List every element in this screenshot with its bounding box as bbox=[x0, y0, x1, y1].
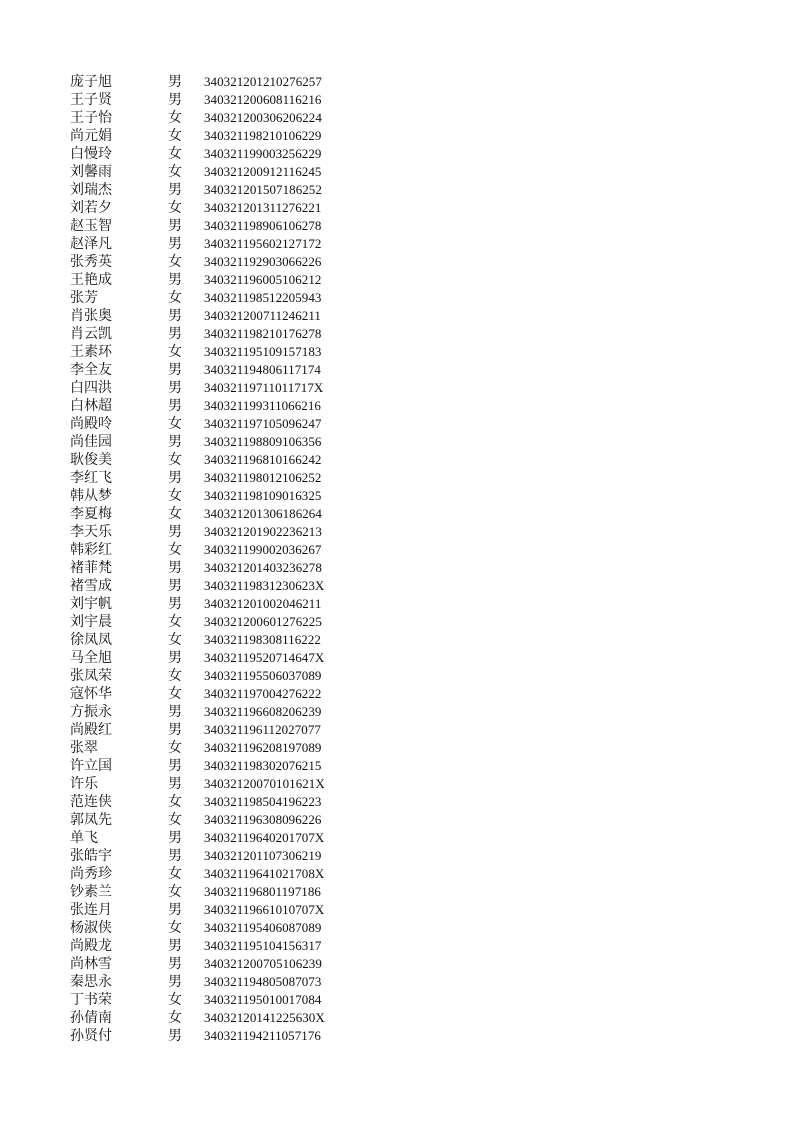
table-row bbox=[70, 271, 350, 289]
table-row bbox=[70, 289, 350, 307]
gender-cell: 女 bbox=[168, 146, 182, 162]
name-cell: 耿俊美 bbox=[70, 452, 112, 468]
table-row bbox=[70, 847, 350, 865]
gender-cell: 女 bbox=[168, 686, 182, 702]
id-number-cell: 340321196801197186 bbox=[204, 884, 321, 899]
gender-cell: 男 bbox=[168, 758, 182, 774]
id-number-cell: 340321199311066216 bbox=[204, 398, 321, 413]
table-row bbox=[70, 181, 350, 199]
name-cell: 张芳 bbox=[70, 290, 98, 306]
table-row bbox=[70, 577, 350, 595]
id-number-cell: 340321201403236278 bbox=[204, 560, 322, 575]
gender-cell: 男 bbox=[168, 650, 182, 666]
table-row bbox=[70, 613, 350, 631]
table-row bbox=[70, 955, 350, 973]
name-cell: 丁书荣 bbox=[70, 992, 112, 1008]
id-number-cell: 340321198012106252 bbox=[204, 470, 322, 485]
table-row bbox=[70, 235, 350, 253]
name-cell: 张连月 bbox=[70, 902, 112, 918]
name-cell: 孙贤付 bbox=[70, 1028, 112, 1044]
gender-cell: 女 bbox=[168, 290, 182, 306]
gender-cell: 女 bbox=[168, 506, 182, 522]
table-row bbox=[70, 109, 350, 127]
gender-cell: 男 bbox=[168, 218, 182, 234]
gender-cell: 男 bbox=[168, 902, 182, 918]
gender-cell: 男 bbox=[168, 596, 182, 612]
name-cell: 肖云凯 bbox=[70, 326, 112, 342]
table-row bbox=[70, 379, 350, 397]
table-row bbox=[70, 919, 350, 937]
table-row bbox=[70, 793, 350, 811]
id-number-cell: 340321198302076215 bbox=[204, 758, 322, 773]
name-cell: 寇怀华 bbox=[70, 686, 112, 702]
gender-cell: 男 bbox=[168, 830, 182, 846]
gender-cell: 男 bbox=[168, 272, 182, 288]
gender-cell: 男 bbox=[168, 326, 182, 342]
id-number-cell: 340321195010017084 bbox=[204, 992, 322, 1007]
id-number-cell: 340321201306186264 bbox=[204, 506, 322, 521]
gender-cell: 女 bbox=[168, 668, 182, 684]
name-cell: 方振永 bbox=[70, 704, 112, 720]
name-cell: 王艳成 bbox=[70, 272, 112, 288]
table-row bbox=[70, 343, 350, 361]
table-row bbox=[70, 631, 350, 649]
name-cell: 白林超 bbox=[70, 398, 112, 414]
gender-cell: 男 bbox=[168, 974, 182, 990]
name-cell: 王子怡 bbox=[70, 110, 112, 126]
table-row bbox=[70, 325, 350, 343]
table-row bbox=[70, 775, 350, 793]
id-number-cell: 340321195506037089 bbox=[204, 668, 322, 683]
gender-cell: 男 bbox=[168, 776, 182, 792]
id-number-cell: 340321198308116222 bbox=[204, 632, 321, 647]
gender-cell: 女 bbox=[168, 794, 182, 810]
table-row bbox=[70, 145, 350, 163]
table-row bbox=[70, 469, 350, 487]
id-number-cell: 34032119661010707X bbox=[204, 902, 325, 917]
id-number-cell: 340321196308096226 bbox=[204, 812, 322, 827]
id-number-cell: 340321199003256229 bbox=[204, 146, 322, 161]
gender-cell: 男 bbox=[168, 524, 182, 540]
name-cell: 褚雪成 bbox=[70, 578, 112, 594]
table-row bbox=[70, 901, 350, 919]
table-row bbox=[70, 505, 350, 523]
name-cell: 张翠 bbox=[70, 740, 98, 756]
id-number-cell: 340321198210106229 bbox=[204, 128, 322, 143]
name-cell: 秦思永 bbox=[70, 974, 112, 990]
name-cell: 郭凤先 bbox=[70, 812, 112, 828]
gender-cell: 男 bbox=[168, 1028, 182, 1044]
id-number-cell: 340321201002046211 bbox=[204, 596, 322, 611]
id-number-cell: 340321198504196223 bbox=[204, 794, 322, 809]
gender-cell: 女 bbox=[168, 254, 182, 270]
table-row bbox=[70, 415, 350, 433]
name-cell: 褚菲梵 bbox=[70, 560, 112, 576]
id-number-cell: 340321195602127172 bbox=[204, 236, 322, 251]
id-number-cell: 340321194806117174 bbox=[204, 362, 321, 377]
id-number-cell: 34032119520714647X bbox=[204, 650, 325, 665]
gender-cell: 女 bbox=[168, 416, 182, 432]
name-cell: 刘馨雨 bbox=[70, 164, 112, 180]
id-number-cell: 340321200601276225 bbox=[204, 614, 322, 629]
name-cell: 张秀英 bbox=[70, 254, 112, 270]
id-number-cell: 340321200711246211 bbox=[204, 308, 321, 323]
name-cell: 张凤荣 bbox=[70, 668, 112, 684]
table-row bbox=[70, 487, 350, 505]
table-row bbox=[70, 253, 350, 271]
table-row bbox=[70, 523, 350, 541]
gender-cell: 男 bbox=[168, 956, 182, 972]
id-number-cell: 340321198109016325 bbox=[204, 488, 322, 503]
gender-cell: 女 bbox=[168, 1010, 182, 1026]
gender-cell: 男 bbox=[168, 938, 182, 954]
name-cell: 王素环 bbox=[70, 344, 112, 360]
gender-cell: 男 bbox=[168, 704, 182, 720]
name-cell: 李红飞 bbox=[70, 470, 112, 486]
table-row bbox=[70, 127, 350, 145]
name-cell: 孙倩南 bbox=[70, 1010, 112, 1026]
id-number-cell: 34032119711011717X bbox=[204, 380, 324, 395]
id-number-cell: 340321198809106356 bbox=[204, 434, 322, 449]
table-row bbox=[70, 703, 350, 721]
gender-cell: 女 bbox=[168, 920, 182, 936]
name-cell: 钞素兰 bbox=[70, 884, 112, 900]
gender-cell: 女 bbox=[168, 740, 182, 756]
id-number-cell: 340321199002036267 bbox=[204, 542, 322, 557]
gender-cell: 男 bbox=[168, 398, 182, 414]
id-number-cell: 340321201311276221 bbox=[204, 200, 322, 215]
id-number-cell: 34032119831230623X bbox=[204, 578, 325, 593]
gender-cell: 女 bbox=[168, 866, 182, 882]
gender-cell: 女 bbox=[168, 164, 182, 180]
name-cell: 王子贤 bbox=[70, 92, 112, 108]
id-number-cell: 34032120070101621X bbox=[204, 776, 325, 791]
id-number-cell: 340321200705106239 bbox=[204, 956, 322, 971]
id-number-cell: 34032120141225630X bbox=[204, 1010, 325, 1025]
gender-cell: 女 bbox=[168, 344, 182, 360]
name-cell: 白四洪 bbox=[70, 380, 112, 396]
gender-cell: 男 bbox=[168, 434, 182, 450]
gender-cell: 男 bbox=[168, 470, 182, 486]
table-row bbox=[70, 883, 350, 901]
id-number-cell: 340321197004276222 bbox=[204, 686, 322, 701]
gender-cell: 女 bbox=[168, 488, 182, 504]
gender-cell: 女 bbox=[168, 992, 182, 1008]
gender-cell: 男 bbox=[168, 236, 182, 252]
name-cell: 单飞 bbox=[70, 830, 98, 846]
name-cell: 张皓宇 bbox=[70, 848, 112, 864]
table-row bbox=[70, 757, 350, 775]
gender-cell: 男 bbox=[168, 560, 182, 576]
id-number-cell: 340321194805087073 bbox=[204, 974, 322, 989]
gender-cell: 女 bbox=[168, 632, 182, 648]
gender-cell: 女 bbox=[168, 200, 182, 216]
id-number-cell: 340321195109157183 bbox=[204, 344, 322, 359]
table-row bbox=[70, 667, 350, 685]
table-row bbox=[70, 811, 350, 829]
id-number-cell: 34032119640201707X bbox=[204, 830, 325, 845]
name-cell: 刘宇晨 bbox=[70, 614, 112, 630]
table-row bbox=[70, 973, 350, 991]
table-row bbox=[70, 199, 350, 217]
name-cell: 马全旭 bbox=[70, 650, 112, 666]
gender-cell: 女 bbox=[168, 542, 182, 558]
table-row bbox=[70, 433, 350, 451]
name-cell: 李夏梅 bbox=[70, 506, 112, 522]
gender-cell: 女 bbox=[168, 110, 182, 126]
id-number-cell: 340321201507186252 bbox=[204, 182, 322, 197]
table-row bbox=[70, 649, 350, 667]
table-row bbox=[70, 73, 350, 91]
gender-cell: 女 bbox=[168, 884, 182, 900]
gender-cell: 男 bbox=[168, 380, 182, 396]
gender-cell: 男 bbox=[168, 362, 182, 378]
name-cell: 韩从梦 bbox=[70, 488, 112, 504]
name-cell: 赵玉智 bbox=[70, 218, 112, 234]
name-cell: 范连侠 bbox=[70, 794, 112, 810]
table-row bbox=[70, 829, 350, 847]
id-number-cell: 340321196208197089 bbox=[204, 740, 322, 755]
name-cell: 刘宇帆 bbox=[70, 596, 112, 612]
table-row bbox=[70, 91, 350, 109]
id-number-cell: 340321194211057176 bbox=[204, 1028, 321, 1043]
table-row bbox=[70, 397, 350, 415]
gender-cell: 男 bbox=[168, 722, 182, 738]
id-number-cell: 340321201902236213 bbox=[204, 524, 322, 539]
gender-cell: 女 bbox=[168, 452, 182, 468]
table-row bbox=[70, 541, 350, 559]
gender-cell: 男 bbox=[168, 182, 182, 198]
records-table bbox=[70, 73, 350, 1045]
table-row bbox=[70, 865, 350, 883]
id-number-cell: 340321200306206224 bbox=[204, 110, 322, 125]
gender-cell: 男 bbox=[168, 308, 182, 324]
name-cell: 尚殿红 bbox=[70, 722, 112, 738]
name-cell: 尚殿龙 bbox=[70, 938, 112, 954]
table-row bbox=[70, 685, 350, 703]
gender-cell: 男 bbox=[168, 848, 182, 864]
table-row bbox=[70, 559, 350, 577]
id-number-cell: 340321195406087089 bbox=[204, 920, 322, 935]
name-cell: 庞子旭 bbox=[70, 74, 112, 90]
name-cell: 许乐 bbox=[70, 776, 98, 792]
name-cell: 白慢玲 bbox=[70, 146, 112, 162]
id-number-cell: 340321197105096247 bbox=[204, 416, 322, 431]
id-number-cell: 340321198512205943 bbox=[204, 290, 322, 305]
gender-cell: 男 bbox=[168, 92, 182, 108]
id-number-cell: 340321196112027077 bbox=[204, 722, 321, 737]
table-row bbox=[70, 163, 350, 181]
name-cell: 尚秀珍 bbox=[70, 866, 112, 882]
table-row bbox=[70, 991, 350, 1009]
id-number-cell: 340321196005106212 bbox=[204, 272, 322, 287]
table-row bbox=[70, 1009, 350, 1027]
id-number-cell: 34032119641021708X bbox=[204, 866, 325, 881]
gender-cell: 男 bbox=[168, 74, 182, 90]
name-cell: 尚元娟 bbox=[70, 128, 112, 144]
table-row bbox=[70, 307, 350, 325]
name-cell: 尚林雪 bbox=[70, 956, 112, 972]
id-number-cell: 340321200608116216 bbox=[204, 92, 322, 107]
table-row bbox=[70, 937, 350, 955]
name-cell: 赵泽凡 bbox=[70, 236, 112, 252]
id-number-cell: 340321200912116245 bbox=[204, 164, 322, 179]
gender-cell: 女 bbox=[168, 614, 182, 630]
table-row bbox=[70, 1027, 350, 1045]
table-row bbox=[70, 595, 350, 613]
gender-cell: 女 bbox=[168, 128, 182, 144]
name-cell: 刘若夕 bbox=[70, 200, 112, 216]
id-number-cell: 340321196810166242 bbox=[204, 452, 322, 467]
gender-cell: 男 bbox=[168, 578, 182, 594]
id-number-cell: 340321196608206239 bbox=[204, 704, 322, 719]
name-cell: 尚佳园 bbox=[70, 434, 112, 450]
name-cell: 李全友 bbox=[70, 362, 112, 378]
table-row bbox=[70, 739, 350, 757]
id-number-cell: 340321195104156317 bbox=[204, 938, 322, 953]
table-row bbox=[70, 361, 350, 379]
id-number-cell: 340321201107306219 bbox=[204, 848, 322, 863]
name-cell: 李天乐 bbox=[70, 524, 112, 540]
name-cell: 刘瑞杰 bbox=[70, 182, 112, 198]
gender-cell: 女 bbox=[168, 812, 182, 828]
id-number-cell: 340321198210176278 bbox=[204, 326, 322, 341]
table-row bbox=[70, 217, 350, 235]
name-cell: 许立国 bbox=[70, 758, 112, 774]
id-number-cell: 340321192903066226 bbox=[204, 254, 322, 269]
id-number-cell: 340321201210276257 bbox=[204, 74, 322, 89]
name-cell: 徐凤凤 bbox=[70, 632, 112, 648]
id-number-cell: 340321198906106278 bbox=[204, 218, 322, 233]
table-row bbox=[70, 721, 350, 739]
name-cell: 肖张奥 bbox=[70, 308, 112, 324]
name-cell: 杨淑侠 bbox=[70, 920, 112, 936]
name-cell: 尚殿呤 bbox=[70, 416, 112, 432]
name-cell: 韩彩红 bbox=[70, 542, 112, 558]
table-row bbox=[70, 451, 350, 469]
